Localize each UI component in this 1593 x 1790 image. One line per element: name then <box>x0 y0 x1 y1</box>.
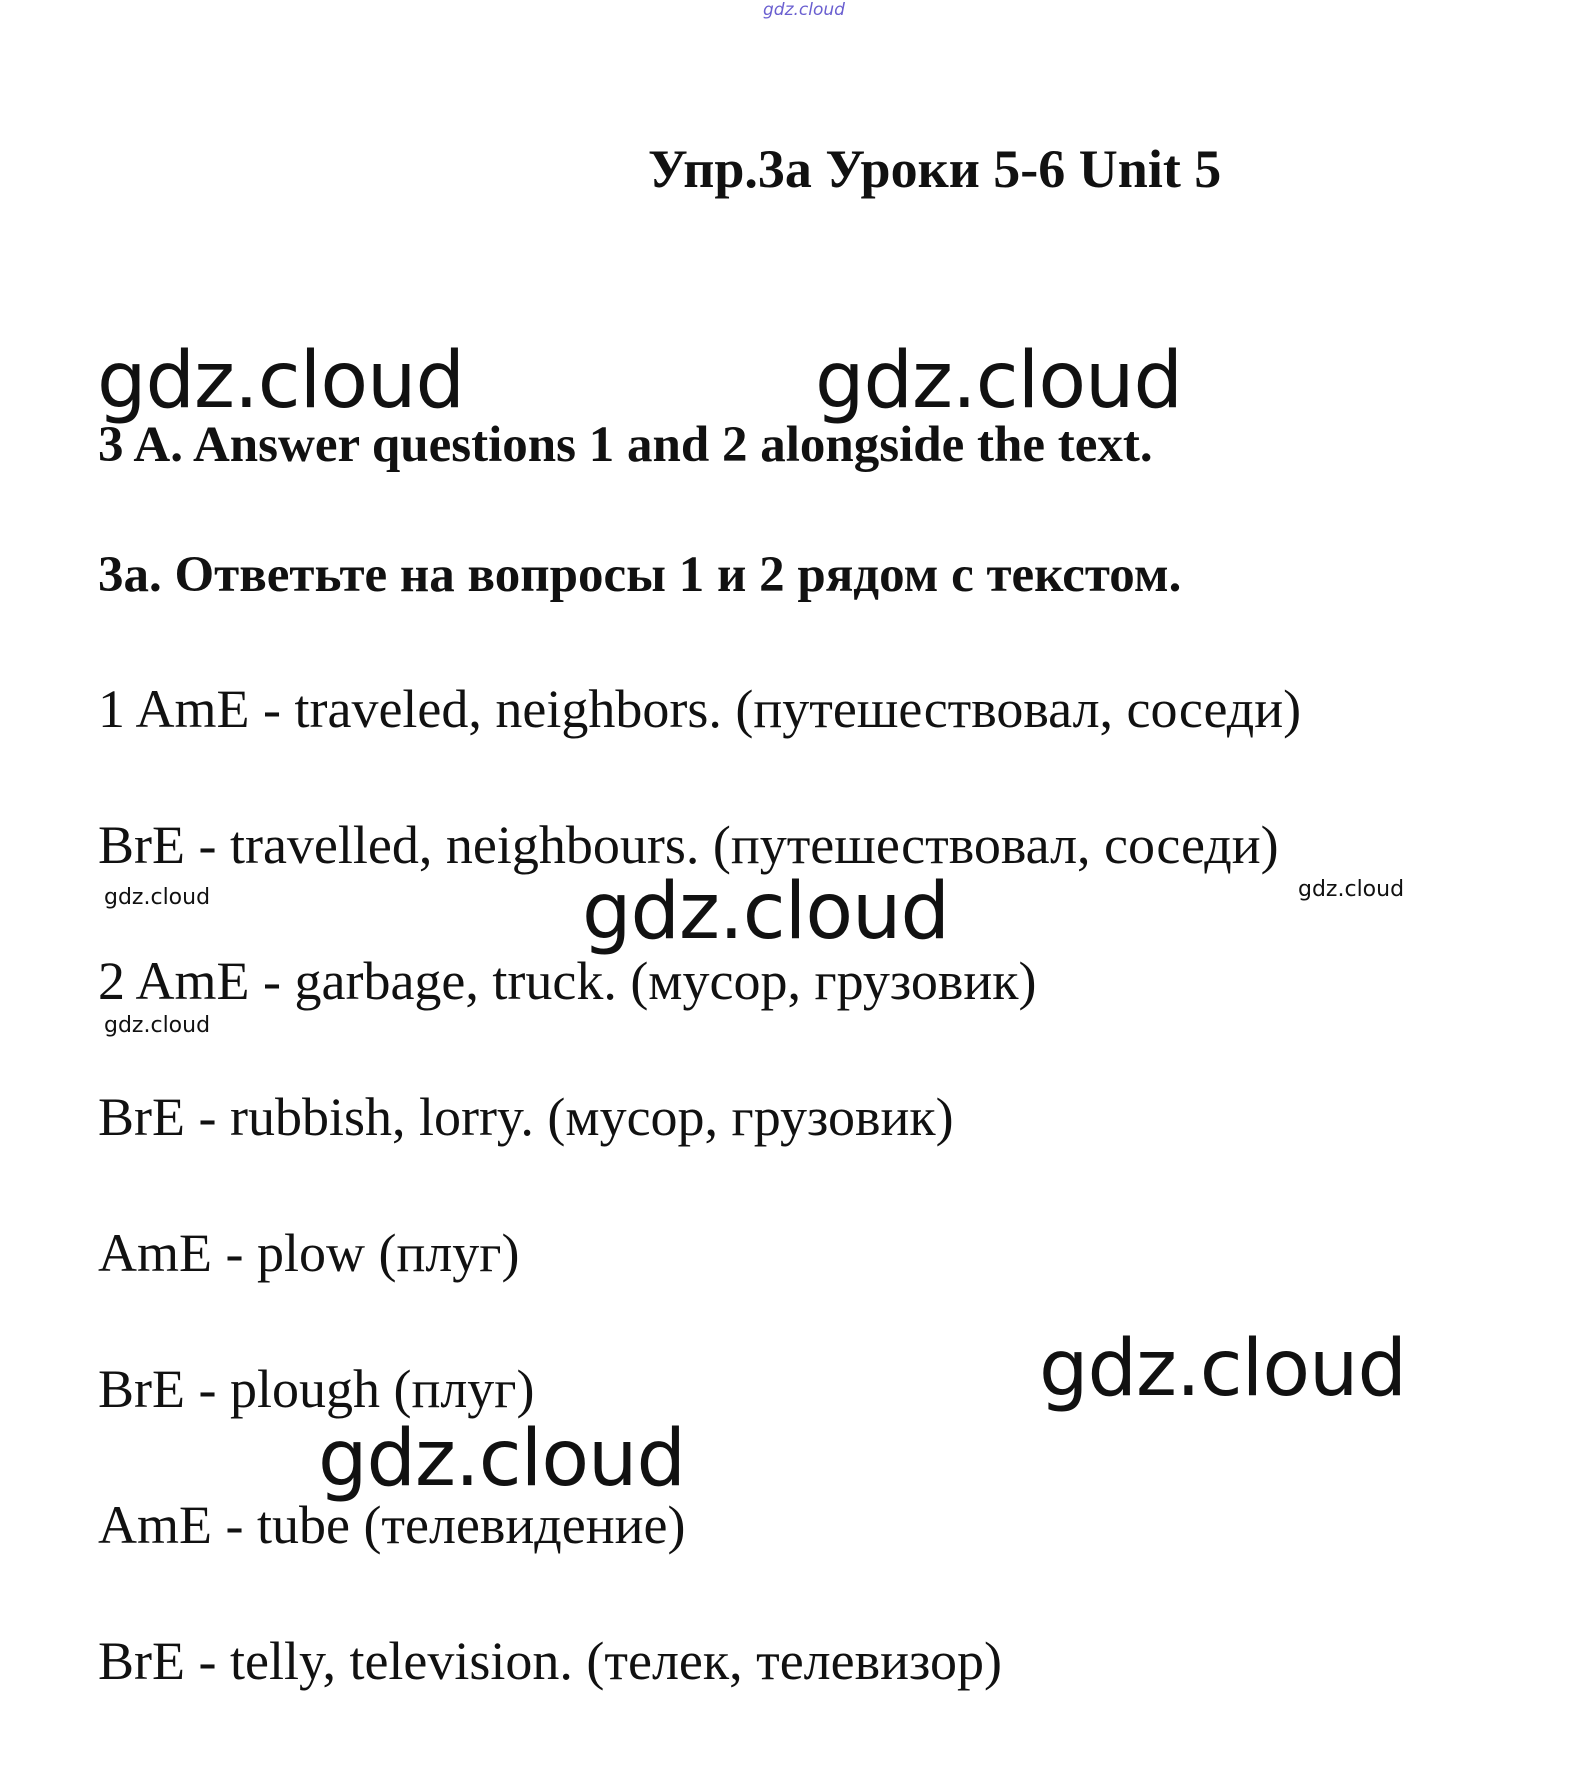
page-title: Упр.3a Уроки 5-6 Unit 5 <box>648 139 1222 199</box>
answer-line: 1 AmE - traveled, neighbors. (путешествовал, соседи) <box>98 679 1302 739</box>
watermark-small: gdz.cloud <box>1298 877 1405 902</box>
task-heading-en: 3 A. Answer questions 1 and 2 alongside the text. <box>98 417 1153 473</box>
answer-line: AmE - tube (телевидение) <box>98 1495 686 1555</box>
answer-line: BrE - plough (плуг) <box>98 1359 535 1419</box>
watermark-large: gdz.cloud <box>582 867 949 957</box>
watermark-large: gdz.cloud <box>815 336 1182 426</box>
watermark-large: gdz.cloud <box>1039 1324 1406 1414</box>
answer-line: 2 AmE - garbage, truck. (мусор, грузовик) <box>98 951 1037 1011</box>
watermark-small: gdz.cloud <box>104 885 211 910</box>
answer-line: AmE - plow (плуг) <box>98 1223 520 1283</box>
task-heading-ru: 3a. Ответьте на вопросы 1 и 2 рядом с текстом. <box>98 547 1182 603</box>
answer-line: BrE - travelled, neighbours. (путешествовал, соседи) <box>98 815 1279 875</box>
answer-line: BrE - rubbish, lorry. (мусор, грузовик) <box>98 1087 954 1147</box>
watermark-large: gdz.cloud <box>318 1414 685 1504</box>
watermark-large: gdz.cloud <box>97 336 464 426</box>
watermark-small: gdz.cloud <box>104 1013 211 1038</box>
answer-line: BrE - telly, television. (телек, телевизор) <box>98 1631 1002 1691</box>
watermark-top: gdz.cloud <box>763 0 845 20</box>
